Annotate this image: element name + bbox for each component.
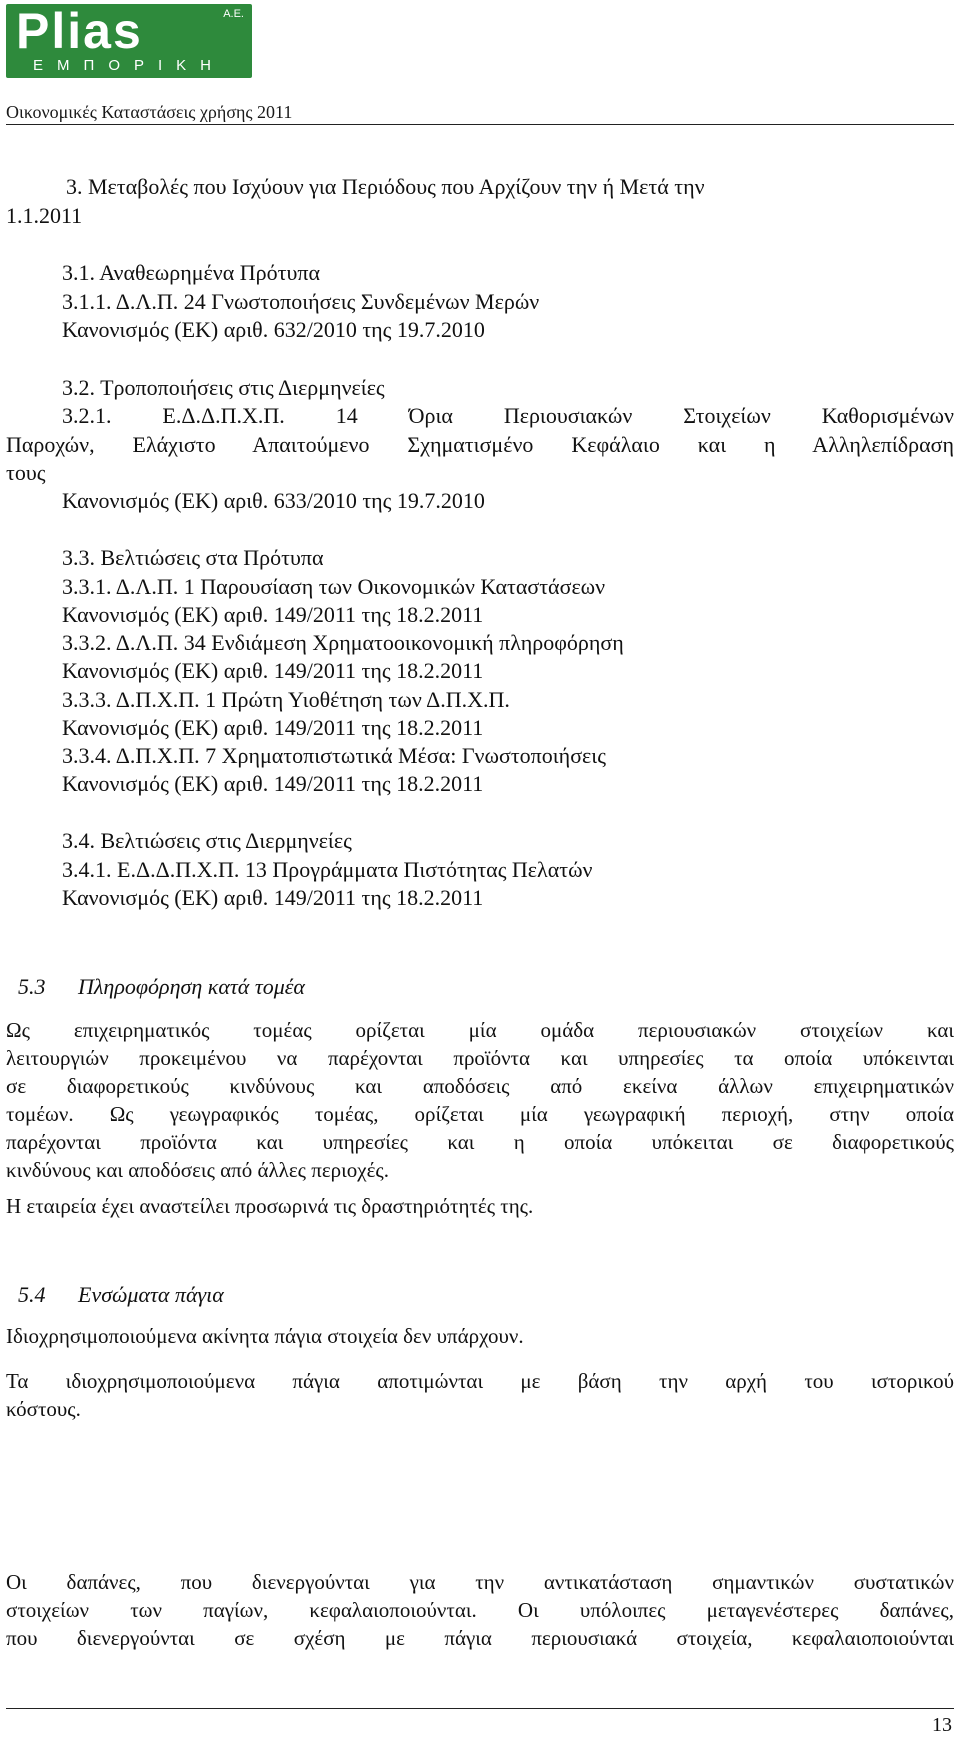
item-3-1-1-regulation: Κανονισμός (ΕΚ) αριθ. 632/2010 της 19.7.2010: [62, 317, 485, 342]
paragraph-line: παρέχονται προϊόντα και υπηρεσίες και η οποία υπόκειται σε διαφορετικούς: [6, 1130, 954, 1154]
item-3-3-1-regulation: Κανονισμός (ΕΚ) αριθ. 149/2011 της 18.2.2011: [62, 602, 484, 627]
item-3-3-2-regulation: Κανονισμός (ΕΚ) αριθ. 149/2011 της 18.2.2011: [62, 658, 484, 683]
subsection-3-1: 3.1. Αναθεωρημένα Πρότυπα: [62, 260, 320, 285]
footer-divider: [6, 1708, 954, 1709]
header-divider: [6, 124, 954, 125]
section-5-3-title: Πληροφόρηση κατά τομέα: [78, 974, 305, 999]
subsection-3-4: 3.4. Βελτιώσεις στις Διερμηνείες: [62, 828, 352, 853]
subsection-3-3: 3.3. Βελτιώσεις στα Πρότυπα: [62, 545, 324, 570]
item-3-2-1-cont: Παροχών, Ελάχιστο Απαιτούμενο Σχηματισμένο Κεφάλαιο και η Αλληλεπίδραση: [6, 432, 954, 457]
paragraph-line: Ως επιχειρηματικός τομέας ορίζεται μία ομάδα περιουσιακών στοιχείων και: [6, 1018, 954, 1042]
item-3-2-1-regulation: Κανονισμός (ΕΚ) αριθ. 633/2010 της 19.7.2010: [62, 488, 485, 513]
section-3-heading-cont: 1.1.2011: [6, 203, 83, 228]
section-5-4-paragraph-1: [6, 1322, 954, 1350]
logo-subtitle: ΕΜΠΟΡΙΚΗ: [32, 57, 225, 74]
running-header-title: Οικονομικές Καταστάσεις χρήσης 2011: [6, 102, 293, 122]
logo-legal-form: A.E.: [223, 8, 244, 20]
paragraph-line: Ιδιοχρησιμοποιούμενα ακίνητα πάγια στοιχεία δεν υπάρχουν.: [6, 1324, 524, 1348]
paragraph-line: λειτουργιών προκειμένου να παρέχονται προϊόντα και υπηρεσίες τα οποία υπόκεινται: [6, 1046, 954, 1070]
paragraph-line: τομέων. Ως γεωγραφικός τομέας, ορίζεται μία γεωγραφική περιοχή, στην οποία: [6, 1102, 954, 1126]
paragraph-line: σε διαφορετικούς κινδύνους και αποδόσεις από εκείνα άλλων επιχειρηματικών: [6, 1074, 954, 1098]
subsection-3-2: 3.2. Τροποποιήσεις στις Διερμηνείες: [62, 375, 385, 400]
item-3-4-1-regulation: Κανονισμός (ΕΚ) αριθ. 149/2011 της 18.2.2011: [62, 885, 484, 910]
item-3-3-2: 3.3.2. Δ.Λ.Π. 34 Ενδιάμεση Χρηματοοικονομική πληροφόρηση: [62, 630, 624, 655]
paragraph-line: κινδύνους και αποδόσεις από άλλες περιοχές.: [6, 1158, 389, 1182]
page-number: 13: [932, 1714, 952, 1736]
paragraph-line: Τα ιδιοχρησιμοποιούμενα πάγια αποτιμώνται με βάση την αρχή του ιστορικού: [6, 1369, 954, 1393]
item-3-3-4-regulation: Κανονισμός (ΕΚ) αριθ. 149/2011 της 18.2.2011: [62, 771, 484, 796]
section-5-4-paragraph-2: [6, 1367, 954, 1423]
company-logo: [6, 4, 252, 78]
section-5-3-number: 5.3: [18, 974, 46, 999]
section-5-3-paragraph-2: [6, 1192, 954, 1220]
section-3-heading: 3. Μεταβολές που Ισχύουν για Περιόδους που Αρχίζουν την ή Μετά την: [66, 174, 705, 199]
section-5-4-number: 5.4: [18, 1282, 46, 1307]
item-3-1-1: 3.1.1. Δ.Λ.Π. 24 Γνωστοποιήσεις Συνδεμένων Μερών: [62, 289, 540, 314]
paragraph-line: Η εταιρεία έχει αναστείλει προσωρινά τις δραστηριότητές της.: [6, 1194, 534, 1218]
item-3-3-3-regulation: Κανονισμός (ΕΚ) αριθ. 149/2011 της 18.2.2011: [62, 715, 484, 740]
section-5-4-title: Ενσώματα πάγια: [78, 1282, 224, 1307]
logo-wordmark: Plias: [16, 3, 143, 59]
section-5-4-paragraph-3: [6, 1568, 954, 1652]
paragraph-line: Οι δαπάνες, που διενεργούνται για την αντικατάσταση σημαντικών συστατικών: [6, 1570, 954, 1594]
paragraph-line: κόστους.: [6, 1397, 81, 1421]
item-3-3-4: 3.3.4. Δ.Π.Χ.Π. 7 Χρηματοπιστωτικά Μέσα: Γνωστοποιήσεις: [62, 743, 606, 768]
item-3-3-1: 3.3.1. Δ.Λ.Π. 1 Παρουσίαση των Οικονομικών Καταστάσεων: [62, 574, 606, 599]
paragraph-line: που διενεργούνται σε σχέση με πάγια περιουσιακά στοιχεία, κεφαλαιοποιούνται: [6, 1626, 954, 1650]
section-5-3-paragraph-1: [6, 1016, 954, 1184]
item-3-3-3: 3.3.3. Δ.Π.Χ.Π. 1 Πρώτη Υιοθέτηση των Δ.Π.Χ.Π.: [62, 687, 510, 712]
item-3-2-1: 3.2.1. Ε.Δ.Δ.Π.Χ.Π. 14 Όρια Περιουσιακών Στοιχείων Καθορισμένων: [62, 403, 954, 428]
paragraph-line: στοιχείων των παγίων, κεφαλαιοποιούνται. Οι υπόλοιπες μεταγενέστερες δαπάνες,: [6, 1598, 954, 1622]
item-3-2-1-cont2: τους: [6, 460, 46, 485]
item-3-4-1: 3.4.1. Ε.Δ.Δ.Π.Χ.Π. 13 Προγράμματα Πιστότητας Πελατών: [62, 857, 593, 882]
